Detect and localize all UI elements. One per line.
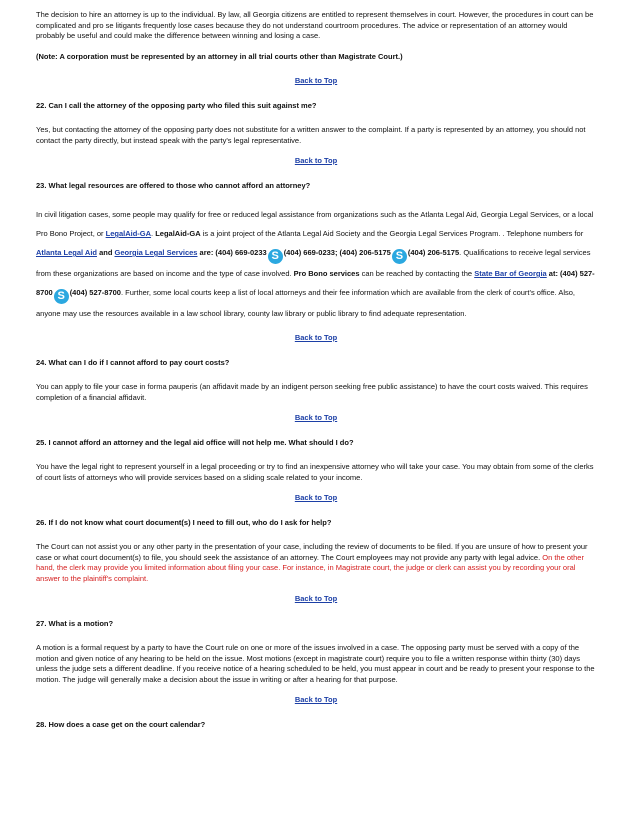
back-to-top-row: [36, 594, 596, 605]
question-24: 24. What can I do if I cannot afford to pay court costs?: [36, 357, 230, 367]
answer-23-text: In civil litigation cases, some people may qualify for free or reduced legal assistance from organizations such as the Atlanta Legal Aid, Georgia Legal Services, or a local Pro Bono Project, or: [36, 210, 594, 238]
answer-26-text: The Court can not assist you or any other party in the presentation of your case, including the review of documents to be filed. If you are unsure of how to present your case or what court document(s) to file, you should seek the assistance of an attorney. The Court employees may not provide any party with legal advice.: [36, 542, 588, 562]
answer-25: You have the legal right to represent yourself in a legal proceeding or try to find an inexpensive attorney who will take your case. You may obtain from some of the clerks of court lists of attorneys who will provide services based on a sliding scale related to your income.: [36, 462, 594, 482]
answer-23-text: can be reached by contacting the: [359, 269, 475, 278]
question-27: 27. What is a motion?: [36, 618, 114, 628]
answer-26: [36, 542, 596, 584]
back-to-top-link[interactable]: Back to Top: [294, 695, 338, 704]
back-to-top-link[interactable]: Back to Top: [294, 156, 338, 165]
phone-number: (404) 527-8700: [69, 288, 121, 297]
skype-icon[interactable]: S: [268, 249, 283, 264]
phone-number: (404) 669-0233; (404) 206-5175: [283, 248, 391, 257]
back-to-top-link[interactable]: Back to Top: [294, 76, 338, 85]
back-to-top-link[interactable]: Back to Top: [294, 413, 338, 422]
skype-icon[interactable]: S: [392, 249, 407, 264]
back-to-top-row: [36, 695, 596, 706]
back-to-top-row: [36, 413, 596, 424]
back-to-top-row: [36, 333, 596, 344]
skype-icon[interactable]: S: [54, 289, 69, 304]
legalaid-ga-link[interactable]: LegalAid-GA: [105, 229, 152, 238]
answer-23-text: .: [151, 229, 156, 238]
georgia-legal-services-link[interactable]: Georgia Legal Services: [114, 248, 198, 257]
legalaid-ga-bold: LegalAid-GA: [155, 229, 201, 238]
answer-22: Yes, but contacting the attorney of the opposing party does not substitute for a written answer to the complaint. If a party is represented by an attorney, you should not contact the party directly, but instead speak with the party's legal representative.: [36, 125, 586, 145]
back-to-top-row: [36, 156, 596, 167]
answer-24: You can apply to file your case in forma pauperis (an affidavit made by an indigent person seeking free public assistance) to have the court costs waived. This requires completion of a financial affidavit.: [36, 382, 588, 402]
pro-bono-bold: Pro Bono services: [293, 269, 360, 278]
back-to-top-link[interactable]: Back to Top: [294, 493, 338, 502]
answer-23-text: is a joint project of the Atlanta Legal Aid Society and the Georgia Legal Services Program. . Telephone numbers for: [200, 229, 584, 238]
intro-paragraph: The decision to hire an attorney is up to the individual. By law, all Georgia citizens are entitled to represent themselves in court. However, the procedures in court can be complicated and pro se litigants frequently lose cases because they do not understand courtroom procedures. The advice or representation of an attorney would probably be useful and could make the difference between winning and losing a case.: [36, 10, 594, 40]
question-26: 26. If I do not know what court document(s) I need to fill out, who do I ask for help?: [36, 517, 332, 527]
phone-number: (404) 206-5175: [407, 248, 460, 257]
state-bar-of-georgia-link[interactable]: State Bar of Georgia: [474, 269, 547, 278]
phone-number: at: (404) 527-8700: [36, 269, 595, 297]
back-to-top-row: [36, 76, 596, 87]
question-28: 28. How does a case get on the court calendar?: [36, 719, 206, 729]
corporation-note: (Note: A corporation must be represented by an attorney in all trial courts other than Magistrate Court.): [36, 51, 403, 61]
back-to-top-row: [36, 493, 596, 504]
question-22: 22. Can I call the attorney of the opposing party who filed this suit against me?: [36, 100, 317, 110]
answer-23-text: and: [96, 248, 115, 257]
answer-26-highlight: On the other hand, the clerk may provide you limited information about filing your case. For instance, in Magistrate court, the judge or clerk can assist you by recording your oral answer to the plaintiff's complaint.: [36, 552, 584, 583]
answer-23-text: . Further, some local courts keep a list of local attorneys and their fee information which are available from the clerk of court's office. Also, anyone may use the resources available in a law school library, county law library or public library to find adequate representation.: [36, 288, 575, 318]
back-to-top-link[interactable]: Back to Top: [294, 333, 338, 342]
question-23: 23. What legal resources are offered to those who cannot afford an attorney?: [36, 180, 311, 190]
atlanta-legal-aid-link[interactable]: Atlanta Legal Aid: [36, 248, 97, 257]
answer-27: A motion is a formal request by a party to have the Court rule on one or more of the issues involved in a case. The opposing party must be served with a copy of the motion and given notice of any hearing to be held on the issue. Most motions (except in magistrate court) require you to file a written response within thirty (30) days unless the judge sets a different deadline. If you receive notice of a hearing scheduled to be held, you must appear in court and be ready to present your response to the motion. The judge will generally make a decision about the issue in writing or after a hearing for that purpose.: [36, 643, 595, 684]
question-25: 25. I cannot afford an attorney and the legal aid office will not help me. What should I do?: [36, 437, 354, 447]
answer-23-text: . Qualifications to receive legal services from these organizations are based on income and the type of case involved.: [36, 248, 591, 278]
back-to-top-link[interactable]: Back to Top: [294, 594, 338, 603]
answer-23: [36, 205, 596, 323]
phone-number: are: (404) 669-0233: [197, 248, 267, 257]
